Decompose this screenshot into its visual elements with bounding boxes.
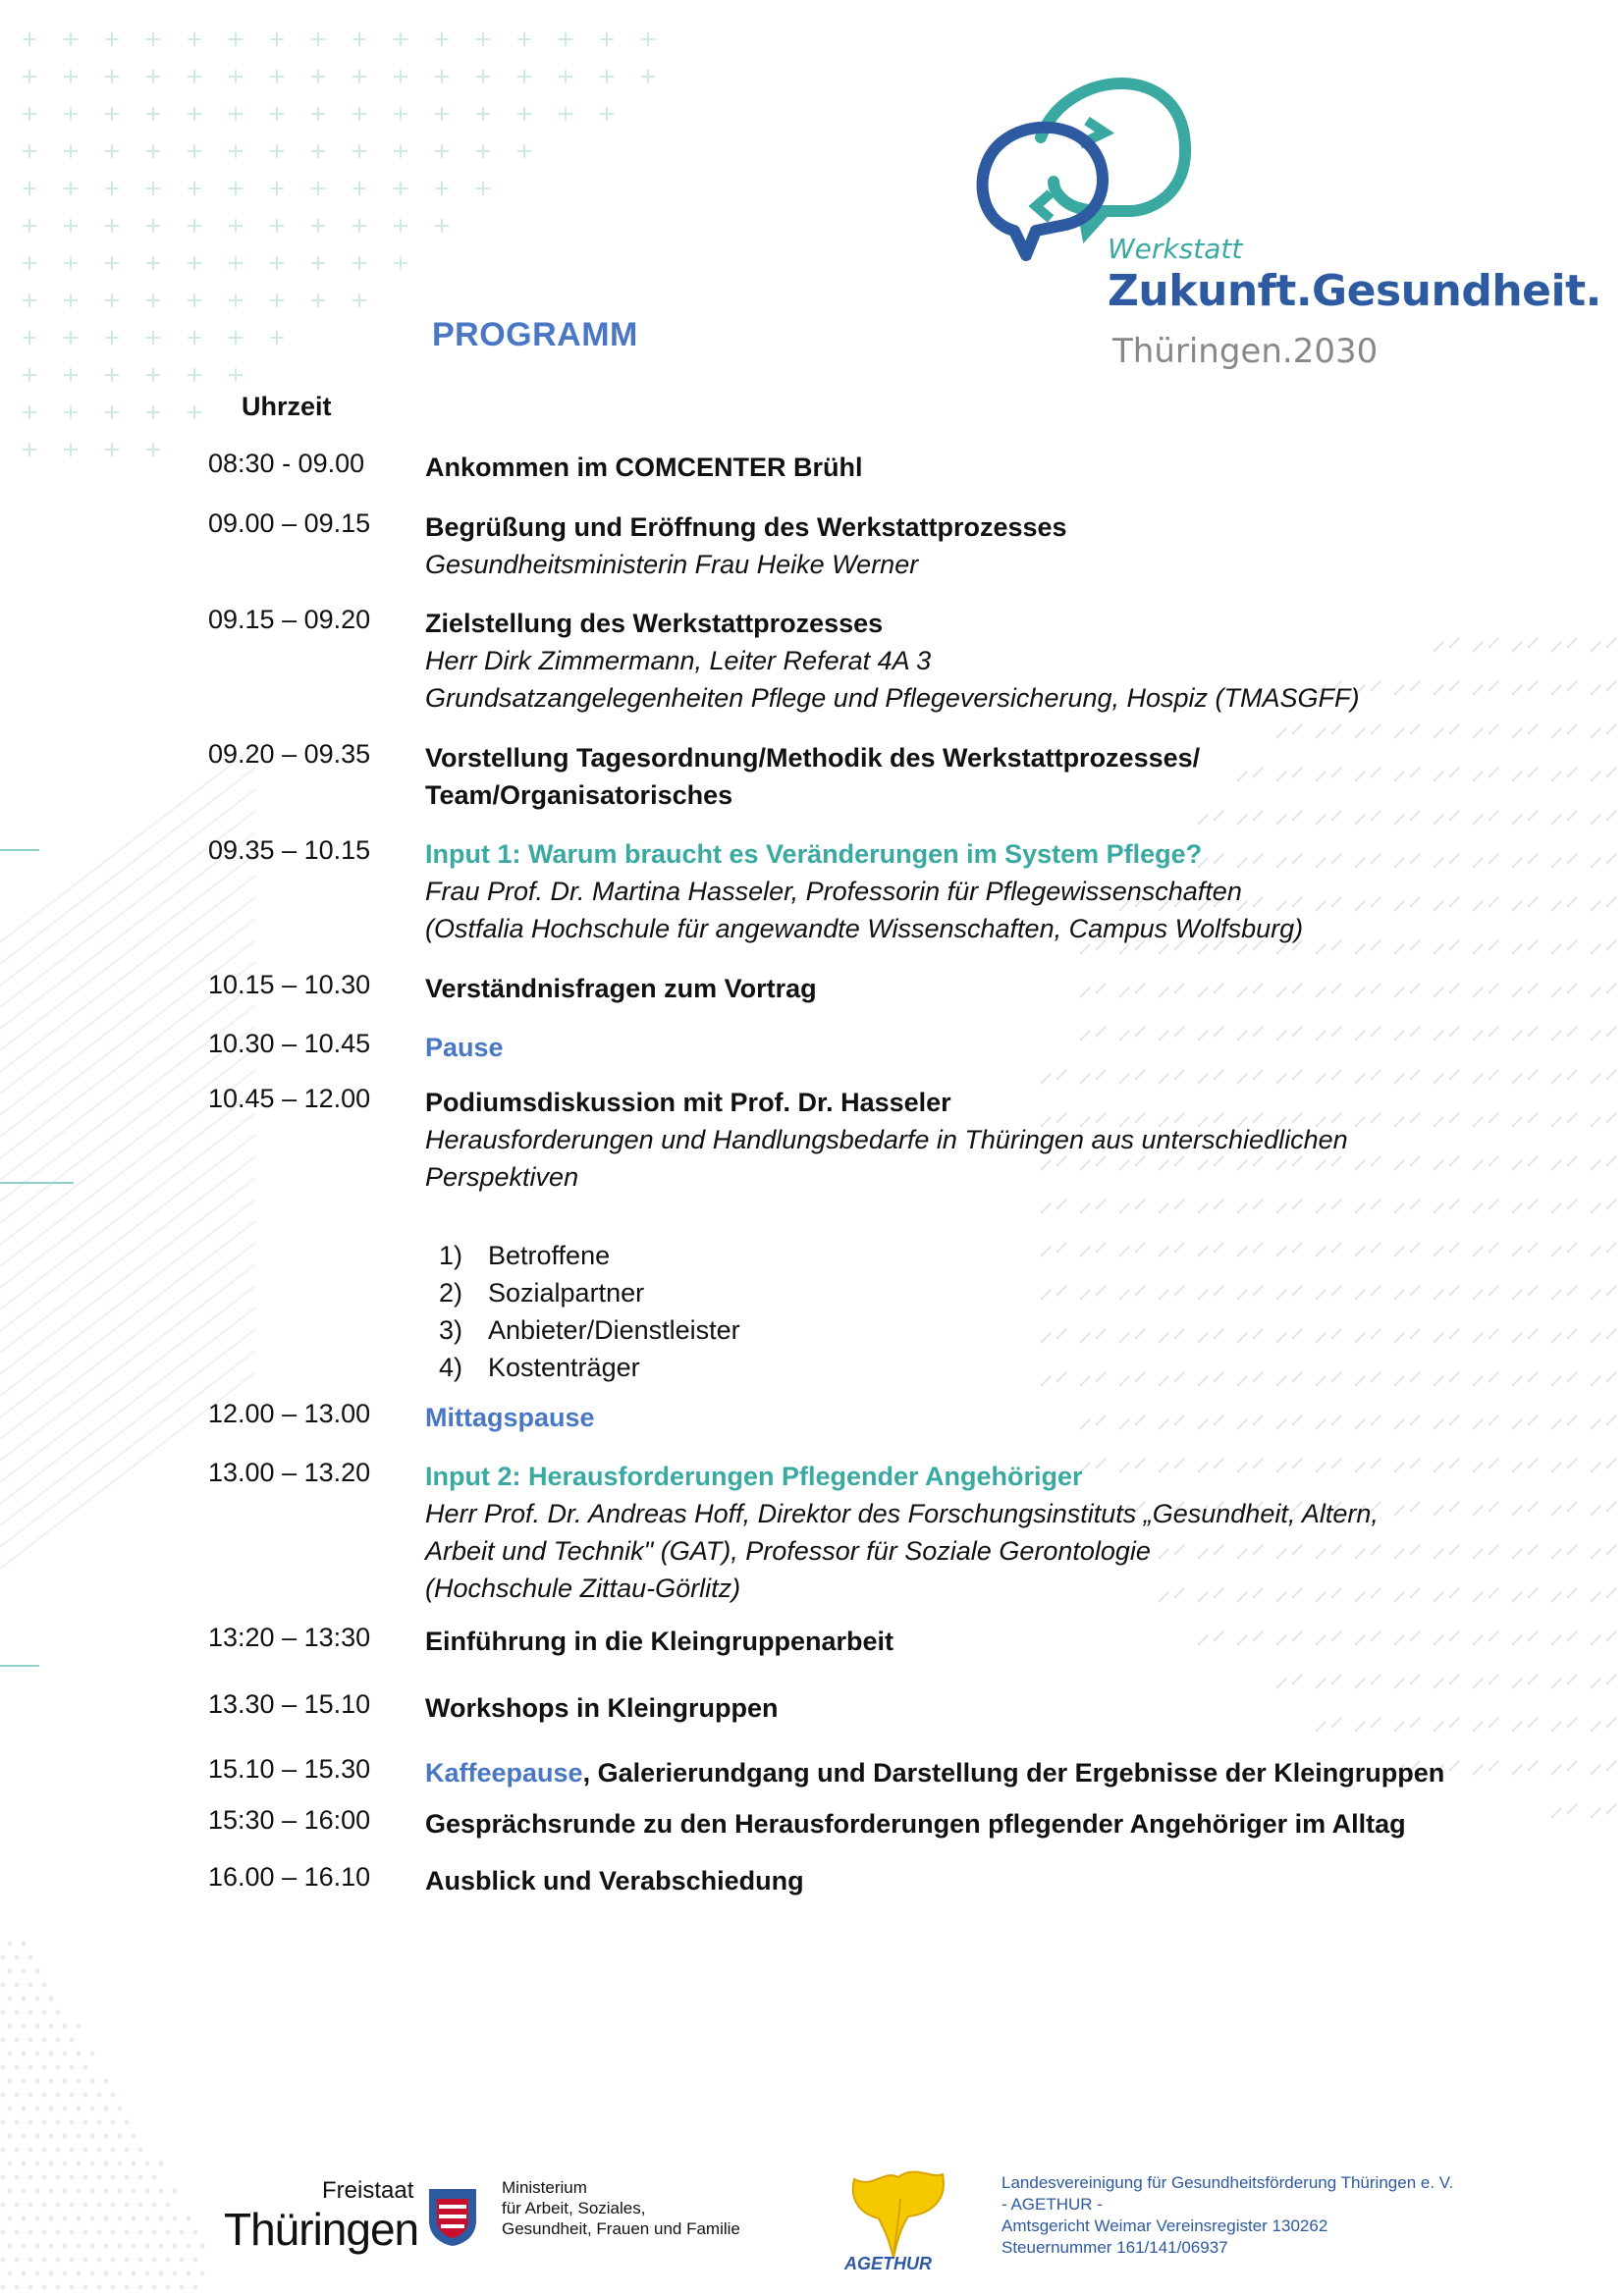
schedule-time: 16.00 – 16.10	[208, 1862, 371, 1892]
list-item-number: 3)	[439, 1315, 463, 1345]
schedule-content	[425, 1623, 1603, 1660]
footer-ministry-name	[502, 2177, 740, 2239]
schedule-content	[425, 508, 1603, 583]
schedule-line: Ausblick und Verabschiedung	[425, 1866, 804, 1896]
schedule-content	[425, 605, 1603, 717]
schedule-content	[425, 449, 1603, 486]
schedule-content	[425, 1399, 1603, 1436]
schedule-line	[425, 1754, 1603, 1791]
schedule-time: 13.00 – 13.20	[208, 1458, 371, 1487]
schedule-line: Gesprächsrunde zu den Herausforderungen pflegender Angehöriger im Alltag	[425, 1809, 1406, 1839]
schedule-line: Grundsatzangelegenheiten Pflege und Pflegeversicherung, Hospiz (TMASGFF)	[425, 683, 1360, 713]
schedule-content	[425, 739, 1603, 814]
logo-word-thueringen: Thüringen.2030	[1112, 332, 1379, 371]
page-title: PROGRAMM	[432, 316, 638, 353]
schedule-time: 09.35 – 10.15	[208, 835, 371, 865]
schedule-time: 13:20 – 13:30	[208, 1623, 371, 1652]
schedule-time: 12.00 – 13.00	[208, 1399, 371, 1428]
schedule-content	[425, 1029, 1603, 1066]
agethur-line: Amtsgericht Weimar Vereinsregister 130262	[1001, 2216, 1328, 2235]
schedule-line: Vorstellung Tagesordnung/Methodik des Werkstattprozesses/	[425, 743, 1201, 773]
schedule-line: Arbeit und Technik" (GAT), Professor für Soziale Gerontologie	[425, 1536, 1151, 1566]
schedule-line: (Hochschule Zittau-Görlitz)	[425, 1574, 741, 1603]
schedule-line: Input 1: Warum braucht es Veränderungen im System Pflege?	[425, 839, 1203, 869]
schedule-line: Zielstellung des Werkstattprozesses	[425, 609, 884, 638]
ministry-line: für Arbeit, Soziales,	[502, 2199, 646, 2217]
logo-word-werkstatt: Werkstatt	[1108, 233, 1243, 265]
coat-of-arms-icon	[425, 2185, 480, 2248]
list-item	[425, 1349, 1603, 1386]
schedule-line: Ankommen im COMCENTER Brühl	[425, 453, 863, 482]
schedule-line: Pause	[425, 1033, 504, 1062]
schedule-line: Einführung in die Kleingruppenarbeit	[425, 1627, 893, 1656]
schedule-content	[425, 1689, 1603, 1727]
schedule-content	[425, 970, 1603, 1007]
list-item-label: Betroffene	[488, 1241, 611, 1270]
schedule-time: 10.30 – 10.45	[208, 1029, 371, 1058]
schedule-line: Begrüßung und Eröffnung des Werkstattprozesses	[425, 512, 1067, 542]
schedule-line-part: , Galerierundgang und Darstellung der Ergebnisse der Kleingruppen	[582, 1758, 1445, 1788]
agethur-line: - AGETHUR -	[1001, 2195, 1103, 2214]
list-item	[425, 1274, 1603, 1311]
schedule-line: Mittagspause	[425, 1403, 595, 1432]
footer-thueringen: Thüringen	[224, 2204, 419, 2255]
schedule-line: Herr Prof. Dr. Andreas Hoff, Direktor des Forschungsinstituts „Gesundheit, Altern,	[425, 1499, 1379, 1528]
list-item-number: 1)	[439, 1241, 463, 1270]
list-item-number: 4)	[439, 1353, 463, 1382]
schedule-line: Podiumsdiskussion mit Prof. Dr. Hasseler	[425, 1088, 951, 1117]
schedule-line: Input 2: Herausforderungen Pflegender Angehöriger	[425, 1462, 1083, 1491]
list-item	[425, 1311, 1603, 1349]
schedule-line: Workshops in Kleingruppen	[425, 1693, 779, 1723]
schedule-time: 09.00 – 09.15	[208, 508, 371, 538]
schedule-time: 13.30 – 15.10	[208, 1689, 371, 1719]
schedule-content	[425, 1862, 1603, 1899]
thueringen-ministry-logo	[224, 2177, 754, 2256]
list-item-number: 2)	[439, 1278, 463, 1308]
schedule-time: 15.10 – 15.30	[208, 1754, 371, 1784]
time-column-header: Uhrzeit	[242, 392, 332, 421]
speech-bubbles-icon	[957, 74, 1586, 270]
ministry-line: Gesundheit, Frauen und Familie	[502, 2219, 740, 2238]
schedule-content	[425, 1805, 1603, 1842]
list-item-label: Sozialpartner	[488, 1278, 645, 1308]
schedule-time: 15:30 – 16:00	[208, 1805, 371, 1835]
schedule-content	[425, 1084, 1603, 1386]
logo-word-zukunft: Zukunft.Gesundheit.	[1108, 266, 1601, 316]
agethur-address	[1001, 2172, 1453, 2259]
schedule-line: Frau Prof. Dr. Martina Hasseler, Professorin für Pflegewissenschaften	[425, 877, 1242, 906]
schedule-content	[425, 835, 1603, 947]
schedule-time: 09.15 – 09.20	[208, 605, 371, 634]
schedule-line: Herausforderungen und Handlungsbedarfe in Thüringen aus unterschiedlichen	[425, 1125, 1348, 1154]
schedule-time: 09.20 – 09.35	[208, 739, 371, 769]
list-item-label: Anbieter/Dienstleister	[488, 1315, 740, 1345]
schedule-content	[425, 1754, 1603, 1791]
panel-list	[425, 1237, 1603, 1386]
agethur-line: Steuernummer 161/141/06937	[1001, 2238, 1228, 2257]
schedule-line: Perspektiven	[425, 1162, 579, 1192]
schedule-line: Verständnisfragen zum Vortrag	[425, 974, 817, 1003]
schedule-time: 10.15 – 10.30	[208, 970, 371, 999]
schedule-line-part: Kaffeepause	[425, 1758, 583, 1788]
schedule-time: 08:30 - 09.00	[208, 449, 365, 478]
list-item-label: Kostenträger	[488, 1353, 640, 1382]
agethur-logo-label: AGETHUR	[844, 2254, 932, 2273]
schedule-line: Gesundheitsministerin Frau Heike Werner	[425, 550, 919, 579]
werkstatt-logo	[957, 74, 1601, 388]
schedule-line: (Ostfalia Hochschule für angewandte Wissenschaften, Campus Wolfsburg)	[425, 914, 1304, 943]
ministry-line: Ministerium	[502, 2178, 587, 2197]
schedule-line: Team/Organisatorisches	[425, 780, 733, 810]
schedule-time: 10.45 – 12.00	[208, 1084, 371, 1113]
agethur-ginkgo-logo	[839, 2160, 957, 2268]
list-item	[425, 1237, 1603, 1274]
agethur-line: Landesvereinigung für Gesundheitsförderung Thüringen e. V.	[1001, 2173, 1454, 2192]
schedule-content	[425, 1458, 1603, 1607]
footer-freistaat: Freistaat	[322, 2177, 414, 2204]
schedule-line: Herr Dirk Zimmermann, Leiter Referat 4A 3	[425, 646, 932, 675]
